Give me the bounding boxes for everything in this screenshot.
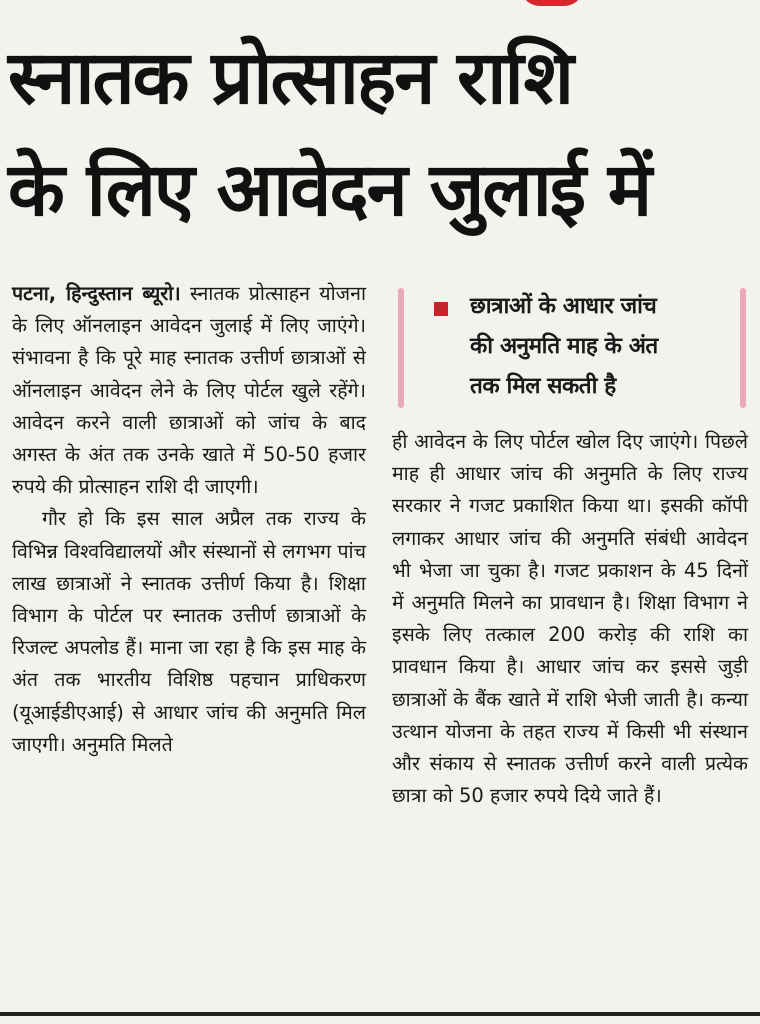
right-column (392, 426, 748, 812)
dateline: पटना, हिन्दुस्तान ब्यूरो। (12, 282, 181, 305)
top-red-mark (520, 0, 584, 6)
bottom-rule (0, 1012, 760, 1016)
highlight-text (470, 286, 730, 406)
highlight-box (398, 282, 750, 416)
highlight-line-1: छात्राओं के आधार जांच (470, 293, 657, 319)
square-bullet-icon (434, 302, 448, 316)
headline-line-2: के लिए आवेदन जुलाई में (8, 147, 651, 233)
highlight-line-3: तक मिल सकती है (470, 373, 616, 399)
left-paragraph-1-text: स्नातक प्रोत्साहन योजना के लिए ऑनलाइन आवेदन जुलाई में लिए जाएंगे। संभावना है कि पूरे माह स्नातक उत्तीर्ण छात्राओं से ऑनलाइन आवेदन लेने के लिए पोर्टल खुले रहेंगे। आवेदन करने वाली छात्राओं को जांच के बाद अगस्त के अंत तक उनके खाते में 50-50 हजार रुपये की प्रोत्साहन राशि दी जाएगी। (12, 282, 366, 499)
highlight-bracket-left (398, 288, 404, 408)
left-paragraph-1 (12, 278, 366, 503)
left-column (12, 278, 366, 761)
highlight-bracket-right (740, 288, 746, 408)
left-paragraph-2: गौर हो कि इस साल अप्रैल तक राज्य के विभिन्न विश्वविद्यालयों और संस्थानों से लगभग पांच लाख छात्राओं ने स्नातक उत्तीर्ण किया है। शिक्षा विभाग के पोर्टल पर स्नातक उत्तीर्ण छात्राओं के रिजल्ट अपलोड हैं। माना जा रहा है कि इस माह के अंत तक भारतीय विशिष्ठ पहचान प्राधिकरण (यूआईडीएआई) से आधार जांच की अनुमति मिल जाएगी। अनुमति मिलते (12, 507, 366, 756)
highlight-line-2: की अनुमति माह के अंत (470, 333, 658, 359)
headline (8, 22, 752, 246)
right-paragraph-1: ही आवेदन के लिए पोर्टल खोल दिए जाएंगे। पिछले माह ही आधार जांच की अनुमति के लिए राज्य सरकार ने गजट प्रकाशित किया था। इसकी कॉपी लगाकर आधार जांच की अनुमति संबंधी आवेदन भी भेजा जा चुका है। गजट प्रकाशन के 45 दिनों में अनुमति मिलने का प्रावधान है। शिक्षा विभाग ने इसके लिए तत्काल 200 करोड़ की राशि का प्रावधान किया है। आधार जांच कर इससे जुड़ी छात्राओं के बैंक खाते में राशि भेजी जाती है। कन्या उत्थान योजना के तहत राज्य में किसी भी संस्थान और संकाय से स्नातक उत्तीर्ण करने वाली प्रत्येक छात्रा को 50 हजार रुपये दिये जाते हैं। (392, 430, 748, 808)
headline-line-1: स्नातक प्रोत्साहन राशि (8, 35, 572, 121)
